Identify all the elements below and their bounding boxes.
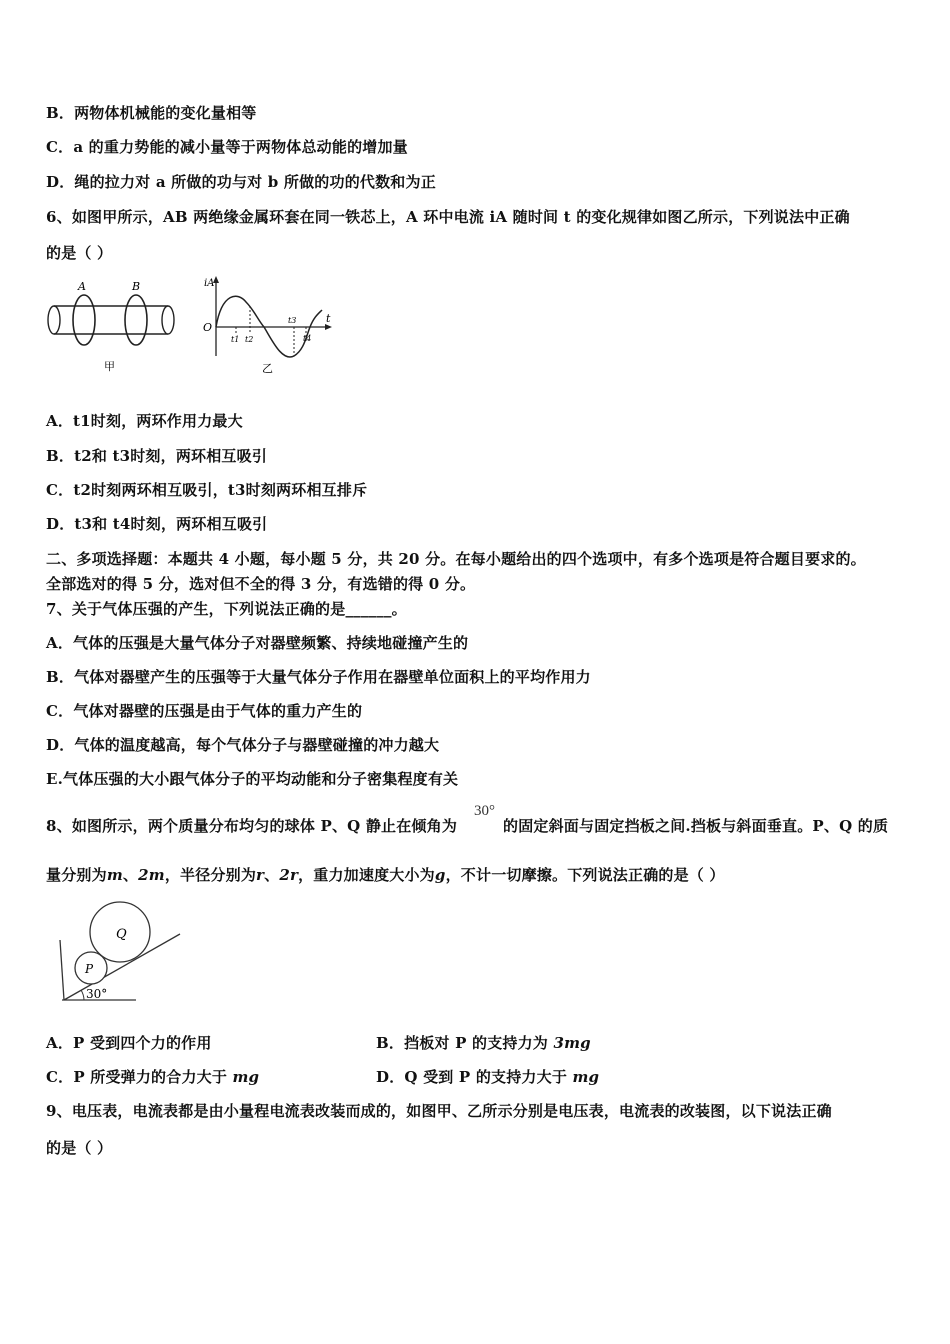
- q8-stem-seg1: 量分别为: [46, 866, 107, 884]
- q8-option-a: A．P 受到四个力的作用: [46, 1034, 212, 1052]
- q8-mass-q: 2m: [138, 866, 165, 884]
- figure-caption-yi: 乙: [262, 362, 273, 375]
- q8-option-c-text: C．P 所受弹力的合力大于: [46, 1068, 233, 1086]
- q8-mass-p: m: [106, 866, 123, 884]
- q7-option-a: A．气体的压强是大量气体分子对器壁频繁、持续地碰撞产生的: [46, 634, 469, 652]
- t3-label: t3: [288, 316, 297, 325]
- q6-option-c: C．t2时刻两环相互吸引，t3时刻两环相互排斥: [46, 481, 368, 499]
- q6-stem-line1: 6、如图甲所示，AB 两绝缘金属环套在同一铁芯上，A 环中电流 iA 随时间 t 的变化规律如图乙所示，下列说法中正确: [46, 208, 850, 226]
- core-right-end: [162, 306, 174, 334]
- section2-instructions-line1: 二、多项选择题：本题共 4 小题，每小题 5 分，共 20 分。在每小题给出的四个选项中，有多个选项是符合题目要求的。: [46, 550, 866, 568]
- q8-gravity: g: [434, 866, 446, 884]
- ring-a: [73, 295, 95, 345]
- q8-stem-seg2: ，半径分别为: [164, 866, 257, 884]
- q6-stem-line2: 的是（ ）: [46, 244, 113, 262]
- t2-label: t2: [245, 335, 254, 344]
- q8-radius-q: 2r: [279, 866, 299, 884]
- q8-option-b-value: 3mg: [553, 1034, 591, 1052]
- q8-sep1: 、: [122, 866, 139, 884]
- q8-stem-line1a: 8、如图所示，两个质量分布均匀的球体 P、Q 静止在倾角为: [46, 817, 458, 835]
- q7-option-e: E.气体压强的大小跟气体分子的平均动能和分子密集程度有关: [46, 770, 459, 788]
- q6-option-a: A．t1时刻，两环作用力最大: [46, 412, 243, 430]
- q6-figure-current-graph: [198, 272, 338, 376]
- q7-option-c: C．气体对器壁的压强是由于气体的重力产生的: [46, 702, 363, 720]
- q8-stem-seg3: ，重力加速度大小为: [298, 866, 435, 884]
- q-label: Q: [116, 927, 127, 942]
- q8-option-c: [46, 1066, 259, 1087]
- q9-stem-line2: 的是（ ）: [46, 1139, 113, 1157]
- q7-stem: 7、关于气体压强的产生，下列说法正确的是______。: [46, 600, 407, 618]
- section2-instructions-line2: 全部选对的得 5 分，选对但不全的得 3 分，有选错的得 0 分。: [46, 575, 476, 593]
- q8-stem-line2: [46, 864, 725, 885]
- q6-option-b: B．t2和 t3时刻，两环相互吸引: [46, 447, 268, 465]
- q9-stem-line1: 9、电压表，电流表都是由小量程电流表改装而成的，如图甲、乙所示分别是电压表，电流表的改装图，以下说法正确: [46, 1102, 832, 1120]
- q7-option-b: B．气体对器壁产生的压强等于大量气体分子作用在器壁单位面积上的平均作用力: [46, 668, 591, 686]
- q5-option-c: C．a 的重力势能的减小量等于两物体总动能的增加量: [46, 138, 408, 156]
- x-axis-label: t: [326, 312, 331, 325]
- t1-label: t1: [231, 335, 240, 344]
- q8-radius-p: r: [256, 866, 265, 884]
- q5-option-d: D．绳的拉力对 a 所做的功与对 b 所做的功的代数和为正: [46, 173, 436, 191]
- q6-option-d: D．t3和 t4时刻，两环相互吸引: [46, 515, 268, 533]
- q8-option-c-value: mg: [232, 1068, 260, 1086]
- q8-option-d: [376, 1066, 599, 1087]
- p-label: P: [85, 962, 94, 976]
- ring-a-label: A: [78, 280, 86, 293]
- q8-option-b-text: B．挡板对 P 的支持力为: [376, 1034, 554, 1052]
- q8-angle-value: 30°: [474, 803, 495, 819]
- q8-option-d-value: mg: [572, 1068, 600, 1086]
- core-left-end: [48, 306, 60, 334]
- ring-b-label: B: [132, 280, 141, 293]
- q6-figure-rings: [44, 274, 184, 374]
- q8-stem-line1b: 的固定斜面与固定挡板之间.挡板与斜面垂直。P、Q 的质: [503, 817, 889, 835]
- q5-option-b: B．两物体机械能的变化量相等: [46, 104, 257, 122]
- q8-option-b: [376, 1032, 591, 1053]
- q8-figure-spheres: [52, 896, 186, 1006]
- origin-label: O: [203, 321, 213, 334]
- q8-option-d-text: D．Q 受到 P 的支持力大于: [376, 1068, 573, 1086]
- baffle-line: [60, 940, 64, 1000]
- ring-b: [125, 295, 147, 345]
- angle-arc: [81, 990, 84, 1000]
- q7-option-d: D．气体的温度越高，每个气体分子与器壁碰撞的冲力越大: [46, 736, 440, 754]
- q8-sep2: 、: [264, 866, 280, 884]
- t4-label: t4: [303, 334, 312, 343]
- y-axis-label: iA: [204, 278, 215, 289]
- figure-caption-jia: 甲: [104, 360, 115, 373]
- q8-stem-seg4: ，不计一切摩擦。下列说法正确的是（ ）: [445, 866, 725, 884]
- angle-label: 30°: [86, 987, 108, 1001]
